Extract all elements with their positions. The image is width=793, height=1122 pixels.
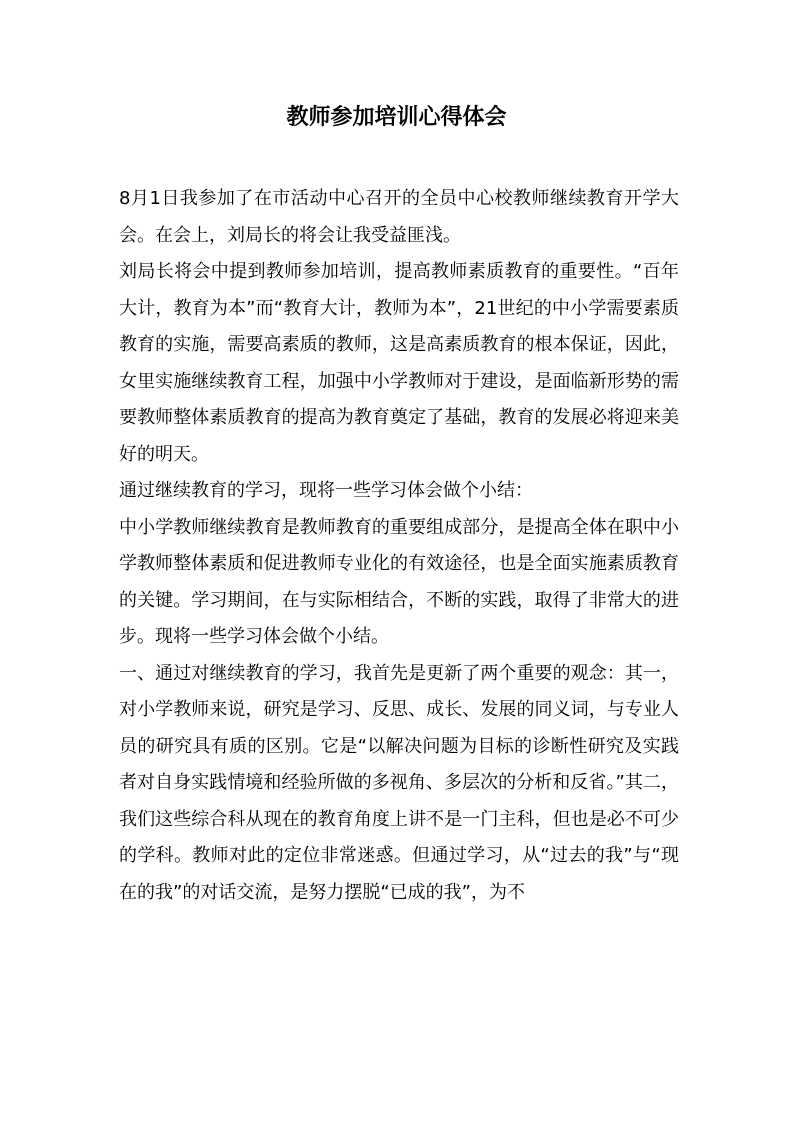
paragraph-intro: 8月1日我参加了在市活动中心召开的全员中心校教师继续教育开学大会。在会上，刘局长的将会让我受益匪浅。 xyxy=(119,188,679,246)
paragraph-continuing-education: 中小学教师继续教育是教师教育的重要组成部分，是提高全体在职中小学教师整体素质和促进教师专业化的有效途径，也是全面实施素质教育的关键。学习期间，在与实际相结合，不断的实践，取得了非常大的进步。现将一些学习体会做个小结。 xyxy=(119,516,679,647)
paragraph-point-one: 一、通过对继续教育的学习，我首先是更新了两个重要的观念：其一，对小学教师来说，研究是学习、反思、成长、发展的同义词，与专业人员的研究具有质的区别。它是“以解决问题为目标的诊断性研究及实践者对自身实践情境和经验所做的多视角、多层次的分析和反省。”其二，我们这些综合科从现在的教育角度上讲不是一门主科，但也是必不可少的学科。教师对此的定位非常迷惑。但通过学习，从“过去的我”与“现在的我”的对话交流，是努力摆脱“已成的我”，为不 xyxy=(119,662,679,903)
document-body xyxy=(119,181,679,911)
document-title: 教师参加培训心得体会 xyxy=(286,105,507,130)
paragraph-summary-lead: 通过继续教育的学习，现将一些学习体会做个小结： xyxy=(119,480,533,501)
paragraph-importance: 刘局长将会中提到教师参加培训，提高教师素质教育的重要性。“百年大计，教育为本”而“教育大计，教师为本”，21世纪的中小学需要素质教育的实施，需要高素质的教师，这是高素质教育的根本保证，因此，女里实施继续教育工程，加强中小学教师对于建设，是面临新形势的需要教师整体素质教育的提高为教育奠定了基础，教育的发展必将迎来美好的明天。 xyxy=(119,261,679,465)
